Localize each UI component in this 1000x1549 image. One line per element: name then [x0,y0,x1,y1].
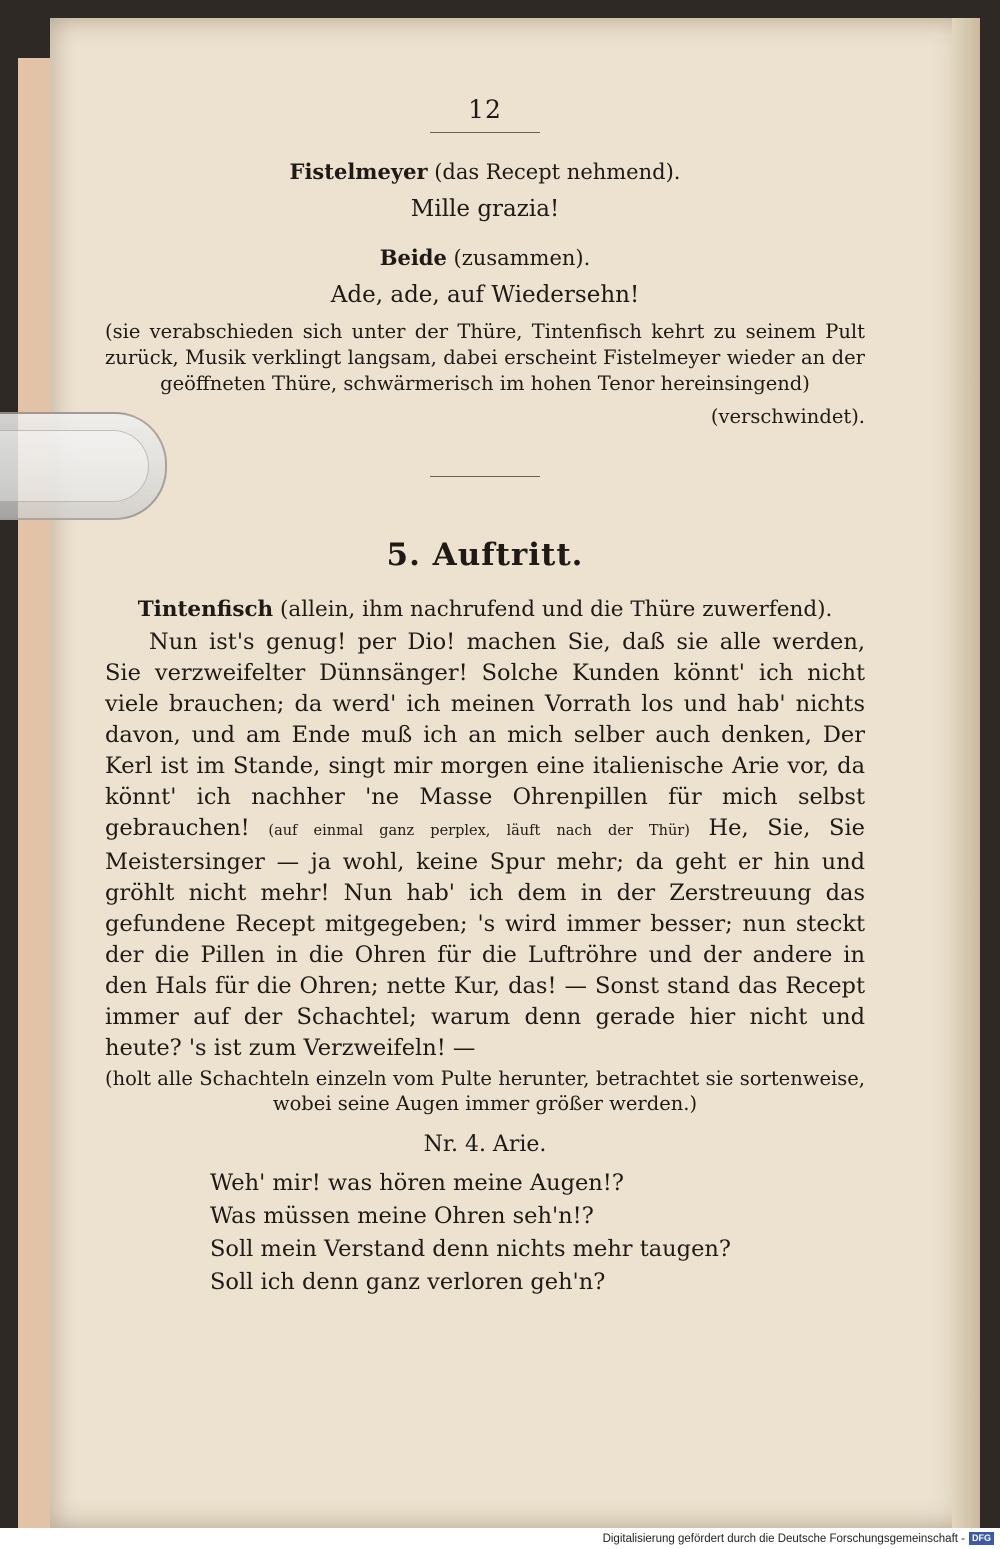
monologue-paragraph [105,627,865,1064]
verse-line: Soll mein Verstand denn nichts mehr taugen? [210,1236,731,1262]
stage-direction: (das Recept nehmend). [434,160,681,184]
monologue-text-b: He, Sie, Sie Meistersinger — ja wohl, keine Spur mehr; da geht er hin und gröhlt nicht mehr! Nun hab' ich dem in der Zerstreuung das gefundene Recept mitgegeben; 's wird immer besser; nun steckt der die Pillen in die Ohren für die Luftröhre und der andere in den Hals für die Ohren; nette Kur, das! — Sonst stand das Recept immer auf der Schachtel; warum denn gerade hier nicht und heute? 's ist zum Verzweifeln! — [105,815,865,1061]
speaker-name: Fistelmeyer [289,159,428,184]
page-edge-shadow [952,18,980,1528]
stage-direction-block: (sie verabschieden sich unter der Thüre, Tintenfisch kehrt zu seinem Pult zurück, Musik verklingt langsam, dabei erscheint Fistelmeyer wieder an der geöffneten Thüre, schwärmerisch im hohen Tenor hereinsingend) [105,320,865,395]
verse-line: Weh' mir! was hören meine Augen!? [210,1170,624,1196]
speaker-line-1 [105,155,865,189]
scene-title: 5. Auftritt. [386,537,584,573]
stage-direction: (zusammen). [453,246,591,270]
speaker-name: Beide [379,245,447,270]
speaker-line-3 [105,593,865,627]
page-content [105,95,865,1299]
spoken-line: Ade, ade, auf Wiedersehn! [330,282,640,308]
song-number: Nr. 4. Arie. [423,1132,547,1157]
stage-direction-block: (holt alle Schachteln einzeln vom Pulte herunter, betrachtet sie sortenweise, wobei seine Augen immer größer werden.) [105,1067,865,1115]
speaker-line-2 [105,241,865,275]
inline-stage-direction: (auf einmal ganz perplex, läuft nach der Thür) [268,823,690,839]
dfg-logo-icon: DFG [969,1532,994,1545]
song-verses [210,1167,865,1299]
footer-bar [0,1528,1000,1549]
spoken-line: Mille grazia! [410,196,560,222]
verse-line: Soll ich denn ganz verloren geh'n? [210,1269,606,1295]
plastic-clip-highlight [0,430,149,502]
stage-direction: (allein, ihm nachrufend und die Thüre zuwerfend). [280,597,833,622]
speaker-name: Tintenfisch [137,597,274,622]
section-rule [430,476,540,477]
verse-line: Was müssen meine Ohren seh'n!? [210,1203,594,1229]
monologue-text-a: Nun ist's genug! per Dio! machen Sie, daß sie alle werden, Sie verzweifelter Dünnsänger! Solche Kunden könnt' ich nicht viele brauchen; da werd' ich meinen Vorrath los und hab' nichts davon, und am Ende muß ich an mich selber auch denken, Der Kerl ist im Stande, singt mir morgen eine italienische Arie vor, da könnt' ich nachher 'ne Masse Ohrenpillen für mich selbst gebrauchen! [105,629,865,841]
funding-credit: Digitalisierung gefördert durch die Deutsche Forschungsgemeinschaft - [602,1532,965,1545]
exit-direction: (verschwindet). [710,405,865,428]
page-number: 12 [468,95,502,124]
header-rule [430,132,540,133]
